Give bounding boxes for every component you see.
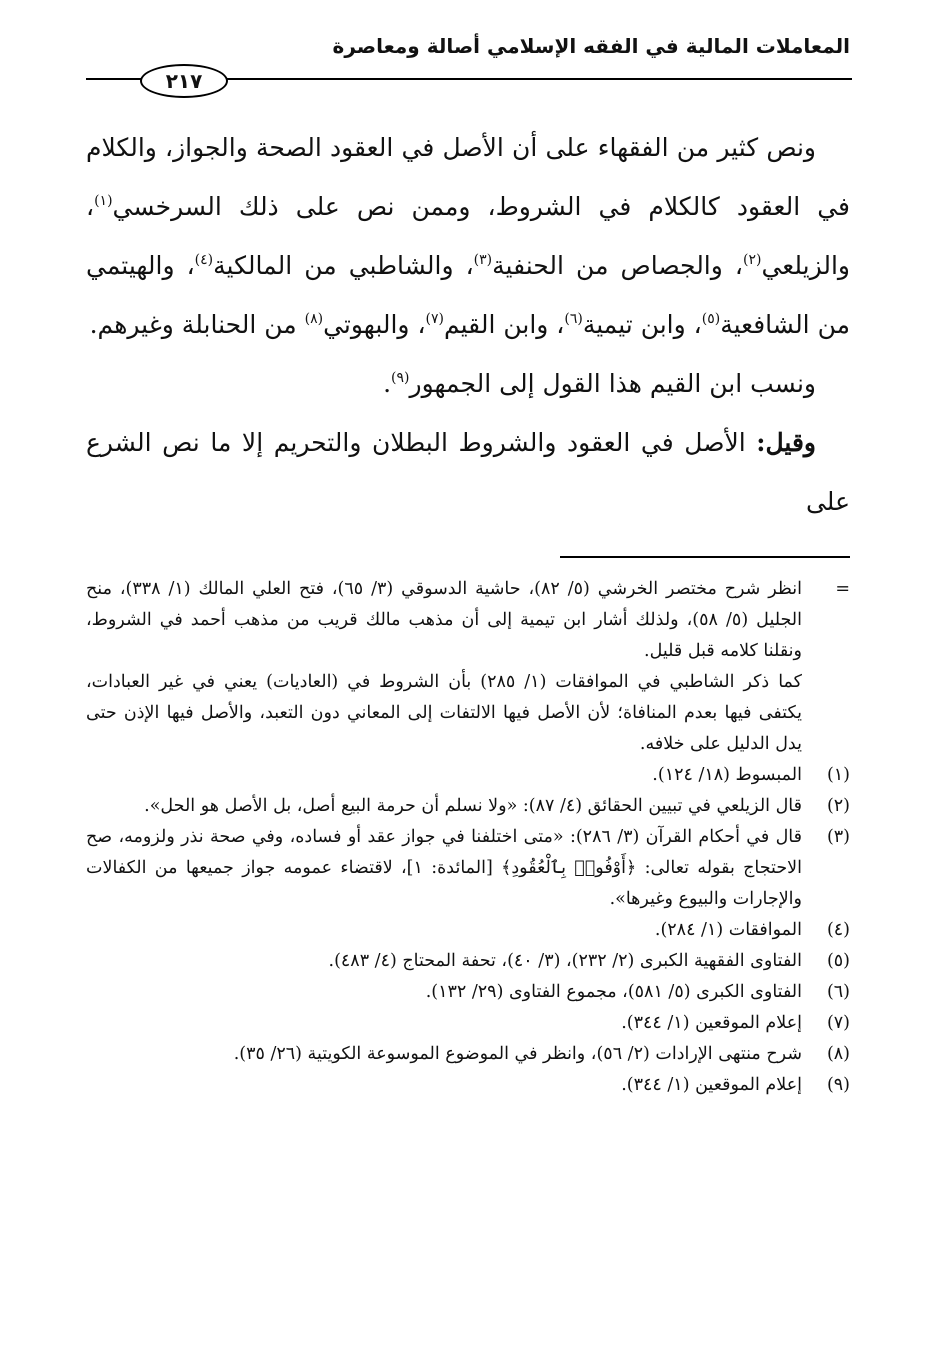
para3-text: الأصل في العقود والشروط البطلان والتحريم إلا ما نص الشرع على xyxy=(86,428,850,516)
footnote-number: (٥) xyxy=(826,951,850,971)
continuation-text-2: كما ذكر الشاطبي في الموافقات (١/ ٢٨٥) بأن الشروط في (العاديات) يعني في غير العبادات، يكتفى فيها بعدم المنافاة؛ لأن الأصل فيها الالتفات إلى المعاني دون التعبد، والأصل فيها الإذن حتى يدل الدليل على خلافه. xyxy=(86,672,802,754)
paragraph-2 xyxy=(86,354,850,413)
footnote-item xyxy=(86,915,850,946)
footnote-item xyxy=(86,1008,850,1039)
footnote-text: قال الزيلعي في تبيين الحقائق (٤/ ٨٧): «ولا نسلم أن حرمة البيع أصل، بل الأصل هو الحل». xyxy=(144,796,802,816)
footnote-text: الموافقات (١/ ٢٨٤). xyxy=(654,920,802,940)
paragraph-3 xyxy=(86,413,850,531)
footnote-number: (١) xyxy=(826,765,850,785)
footnote-text: الفتاوى الفقهية الكبرى (٢/ ٢٣٢)، (٣/ ٤٠)، تحفة المحتاج (٤/ ٤٨٣). xyxy=(328,951,802,971)
footnote-number: (٣) xyxy=(826,827,850,847)
footnote-item xyxy=(86,946,850,977)
para1-text-6: ، وابن تيمية xyxy=(582,310,702,339)
footnote-number: (٩) xyxy=(826,1075,850,1095)
footnote-text: إعلام الموقعين (١/ ٣٤٤). xyxy=(621,1075,802,1095)
footnote-ref-6[interactable]: (٦) xyxy=(564,311,583,327)
para1-text-5: ، والهيتمي من الشافعية xyxy=(86,251,850,339)
footnote-ref-8[interactable]: (٨) xyxy=(304,311,324,327)
footnote-text: إعلام الموقعين (١/ ٣٤٤). xyxy=(621,1013,802,1033)
footnote-text: شرح منتهى الإرادات (٢/ ٥٦)، وانظر في الموضوع الموسوعة الكويتية (٢٦/ ٣٥). xyxy=(233,1044,802,1064)
footnote-item xyxy=(86,791,850,822)
footnote-ref-3[interactable]: (٣) xyxy=(473,252,493,268)
para1-text-2: ، والزيلعي xyxy=(86,192,850,280)
footnote-number: (٤) xyxy=(826,920,850,940)
footnote-ref-4[interactable]: (٤) xyxy=(194,252,214,268)
continuation-text-1: انظر شرح مختصر الخرشي (٥/ ٨٢)، حاشية الدسوقي (٣/ ٦٥)، فتح العلي المالك (١/ ٣٣٨)، منح الجليل (٥/ ٥٨)، ولذلك أشار ابن تيمية إلى أن مذهب مالك قريب من مذهب أحمد في الشروط، ونقلنا كلامه قبل قليل. xyxy=(86,579,803,661)
para1-text-8: ، والبهوتي xyxy=(323,310,426,339)
footnote-item xyxy=(86,822,850,915)
footnote-separator xyxy=(560,556,850,558)
footnote-ref-1[interactable]: (١) xyxy=(94,193,113,209)
para2-end: . xyxy=(383,369,392,398)
footnote-number: (٨) xyxy=(826,1044,850,1064)
footnote-item xyxy=(86,1039,850,1070)
footnote-text: قال في أحكام القرآن (٣/ ٢٨٦): «متى اختلفنا في جواز عقد أو فساده، وفي صحة نذر ولزومه، صح الاحتجاج بقوله تعالى: ﴿أَوْفُوا۟ بِٱلْعُقُودِ﴾ [المائدة: ١]، لاقتضاء عمومه جواز جميعها من الكفالات والإجارات والبيوع وغيرها». xyxy=(86,827,802,909)
page-number-badge xyxy=(140,64,228,98)
footnote-ref-2[interactable]: (٢) xyxy=(742,252,762,268)
footnote-ref-9[interactable]: (٩) xyxy=(391,370,410,386)
footnote-text: المبسوط (١٨/ ١٢٤). xyxy=(652,765,802,785)
para3-lead: وقيل: xyxy=(756,428,816,457)
para1-text: ونص كثير من الفقهاء على أن الأصل في العقود الصحة والجواز، والكلام في العقود كالكلام في الشروط، وممن نص على ذلك السرخسي xyxy=(86,133,850,221)
footnote-item xyxy=(86,977,850,1008)
footnote-number: (٧) xyxy=(826,1013,850,1033)
para2-text: ونسب ابن القيم هذا القول إلى الجمهور xyxy=(409,369,816,398)
footnote-continuation xyxy=(86,574,850,667)
para1-text-3: ، والجصاص من الحنفية xyxy=(492,251,743,280)
footnote-number: (٦) xyxy=(826,982,850,1002)
footnote-item xyxy=(86,1070,850,1101)
para1-text-9: من الحنابلة وغيرهم. xyxy=(89,310,305,339)
footnote-ref-7[interactable]: (٧) xyxy=(425,311,444,327)
running-title: المعاملات المالية في الفقه الإسلامي أصالة ومعاصرة xyxy=(332,34,850,58)
continuation-mark: = xyxy=(835,579,850,599)
paragraph-1 xyxy=(86,118,850,354)
footnote-item xyxy=(86,760,850,791)
main-text xyxy=(86,118,850,531)
footnote-text: الفتاوى الكبرى (٥/ ٥٨١)، مجموع الفتاوى (٢٩/ ١٣٢). xyxy=(425,982,802,1002)
para1-text-4: ، والشاطبي من المالكية xyxy=(213,251,474,280)
para1-text-7: ، وابن القيم xyxy=(444,310,565,339)
page-number: ٢١٧ xyxy=(165,69,203,93)
footnotes xyxy=(86,574,850,1101)
footnote-ref-5[interactable]: (٥) xyxy=(701,311,721,327)
footnote-number: (٢) xyxy=(826,796,850,816)
